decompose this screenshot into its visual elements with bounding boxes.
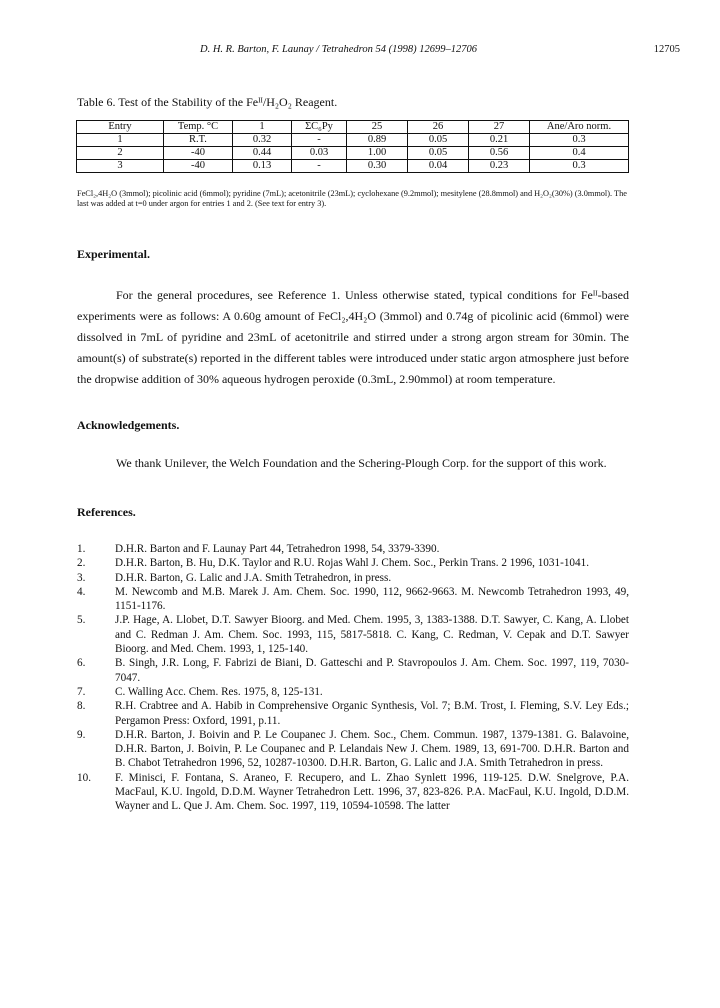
reference-number: 7. (77, 685, 86, 698)
table-row (77, 134, 629, 147)
table-cell: 0.3 (530, 160, 629, 173)
running-head: D. H. R. Barton, F. Launay / Tetrahedron 54 (1998) 12699–12706 (200, 44, 477, 55)
page-number: 12705 (653, 44, 680, 55)
reference-text: M. Newcomb and M.B. Marek J. Am. Chem. Soc. 1990, 112, 9662-9663. M. Newcomb Tetrahedron 1993, 49, 1151-1176. (115, 585, 629, 613)
reference-text: F. Minisci, F. Fontana, S. Araneo, F. Recupero, and L. Zhao Synlett 1996, 119-125. D.W. Snelgrove, P.A. MacFaul, K.U. Ingold, D.D.M. Wayner Tetrahedron Lett. 1996, 37, 823-826. P.A. MacFaul, K.U. Ingold, D.D.M. Wayner and L. Que J. Am. Chem. Soc. 1997, 119, 10594-10598. The latter (115, 771, 629, 813)
reference-number: 5. (77, 614, 86, 627)
reference-item (77, 542, 629, 556)
table-cell: -40 (164, 147, 233, 160)
table-cell: 0.56 (469, 147, 530, 160)
reference-text: C. Walling Acc. Chem. Res. 1975, 8, 125-131. (115, 685, 323, 698)
reference-number: 8. (77, 700, 86, 713)
reference-number: 1. (77, 543, 86, 555)
header-temp: Temp. °C (164, 121, 233, 134)
reference-text: J.P. Hage, A. Llobet, D.T. Sawyer Bioorg. and Med. Chem. 1995, 3, 1383-1388. D.T. Sawyer, C. Kang, A. Llobet and C. Redman J. Am. Chem. Soc. 1993, 115, 5817-5818. C. Kang, C. Redman, V. Cepak and D.T. Sawyer Bioorg. and Med. Chem. 1993, 1, 125-140. (115, 614, 629, 656)
table-cell: 0.23 (469, 160, 530, 173)
header-entry: Entry (77, 121, 164, 134)
table-cell: 0.30 (347, 160, 408, 173)
reference-number: 2. (77, 557, 86, 570)
reference-number: 10. (77, 771, 91, 784)
header-26: 26 (408, 121, 469, 134)
table-cell: 0.44 (233, 147, 292, 160)
reference-text: D.H.R. Barton and F. Launay Part 44, Tetrahedron 1998, 54, 3379-3390. (115, 543, 440, 555)
table-cell: 0.03 (292, 147, 347, 160)
references-heading: References. (77, 505, 136, 519)
stability-table (76, 120, 629, 173)
header-25: 25 (347, 121, 408, 134)
table-cell: 0.04 (408, 160, 469, 173)
reference-item (77, 728, 629, 771)
table-cell: 0.05 (408, 147, 469, 160)
header-sum-c6py: ΣC₆Py (292, 121, 347, 134)
table-cell: 0.3 (530, 134, 629, 147)
table-footnote: FeCl₂,4H₂O (3mmol); picolinic acid (6mmol); pyridine (7mL); acetonitrile (23mL); cyclohexane (9.2mmol); mesitylene (28.8mmol) and H₂O₂(30%) (3.0mmol). The last was added at t=0 under argon for entries 1 and 2. (See text for entry 3). (77, 189, 627, 208)
experimental-heading: Experimental. (77, 247, 150, 261)
header-1: 1 (233, 121, 292, 134)
table-cell: - (292, 134, 347, 147)
table-header-row (77, 121, 629, 134)
acknowledgements-paragraph: We thank Unilever, the Welch Foundation and the Schering-Plough Corp. for the support of this work. (116, 456, 607, 470)
reference-number: 3. (77, 571, 86, 584)
reference-text: R.H. Crabtree and A. Habib in Comprehensive Organic Synthesis, Vol. 7; B.M. Trost, I. Fleming, S.V. Ley Eds.; Pergamon Press: Oxford, 1991, p.11. (115, 700, 629, 727)
table-cell: 0.89 (347, 134, 408, 147)
table-cell: 0.05 (408, 134, 469, 147)
table-cell: 0.13 (233, 160, 292, 173)
table-caption: Table 6. Test of the Stability of the Feᴵᴵ/H₂O₂ Reagent. (77, 95, 338, 109)
reference-number: 9. (77, 728, 86, 741)
table-cell: - (292, 160, 347, 173)
table-cell: 3 (77, 160, 164, 173)
table-cell: 1.00 (347, 147, 408, 160)
table-row (77, 160, 629, 173)
reference-item (77, 556, 629, 570)
reference-item (77, 571, 629, 585)
acknowledgements-heading: Acknowledgements. (77, 418, 180, 432)
experimental-paragraph: For the general procedures, see Reference 1. Unless otherwise stated, typical conditions for Feᴵᴵ-based experiments were as follows: A 0.60g amount of FeCl₂,4H₂O (3mmol) and 0.74g of picolinic acid (6mmol) were dissolved in 7mL of pyridine and 23mL of acetonitrile and stirred under a strong argon stream for 30min. The amount(s) of substrate(s) reported in the different tables were introduced under static argon atmosphere just before the dropwise addition of 30% aqueous hydrogen peroxide (0.3mL, 2.90mmol) at room temperature. (77, 288, 629, 386)
table-cell: 1 (77, 134, 164, 147)
table-cell: 0.21 (469, 134, 530, 147)
reference-item (77, 613, 629, 656)
table-cell: 0.32 (233, 134, 292, 147)
header-27: 27 (469, 121, 530, 134)
reference-item (77, 771, 629, 814)
reference-text: B. Singh, J.R. Long, F. Fabrizi de Biani, D. Gatteschi and P. Stavropoulos J. Am. Chem. Soc. 1997, 119, 7030-7047. (115, 657, 629, 684)
reference-text: D.H.R. Barton, B. Hu, D.K. Taylor and R.U. Rojas Wahl J. Chem. Soc., Perkin Trans. 2 1996, 1031-1041. (115, 557, 589, 570)
reference-item (77, 685, 629, 699)
reference-item (77, 699, 629, 728)
table-cell: 0.4 (530, 147, 629, 160)
reference-text: D.H.R. Barton, G. Lalic and J.A. Smith Tetrahedron, in press. (115, 571, 392, 584)
reference-number: 4. (77, 585, 86, 598)
reference-text: D.H.R. Barton, J. Boivin and P. Le Coupanec J. Chem. Soc., Chem. Commun. 1987, 1379-1381. G. Balavoine, D.H.R. Barton, J. Boivin, P. Le Coupanec and P. Lelandais New J. Chem. 1989, 13, 691-700. D.H.R. Barton and B. Chabot Tetrahedron 1996, 52, 10287-10300. D.H.R. Barton, G. Lalic and J.A. Smith Tetrahedron in press. (115, 728, 629, 770)
reference-number: 6. (77, 657, 86, 670)
table-cell: -40 (164, 160, 233, 173)
reference-item (77, 585, 629, 614)
table-row (77, 147, 629, 160)
header-ane-aro: Ane/Aro norm. (530, 121, 629, 134)
table-cell: 2 (77, 147, 164, 160)
reference-list (77, 542, 629, 814)
table-cell: R.T. (164, 134, 233, 147)
reference-item (77, 656, 629, 685)
